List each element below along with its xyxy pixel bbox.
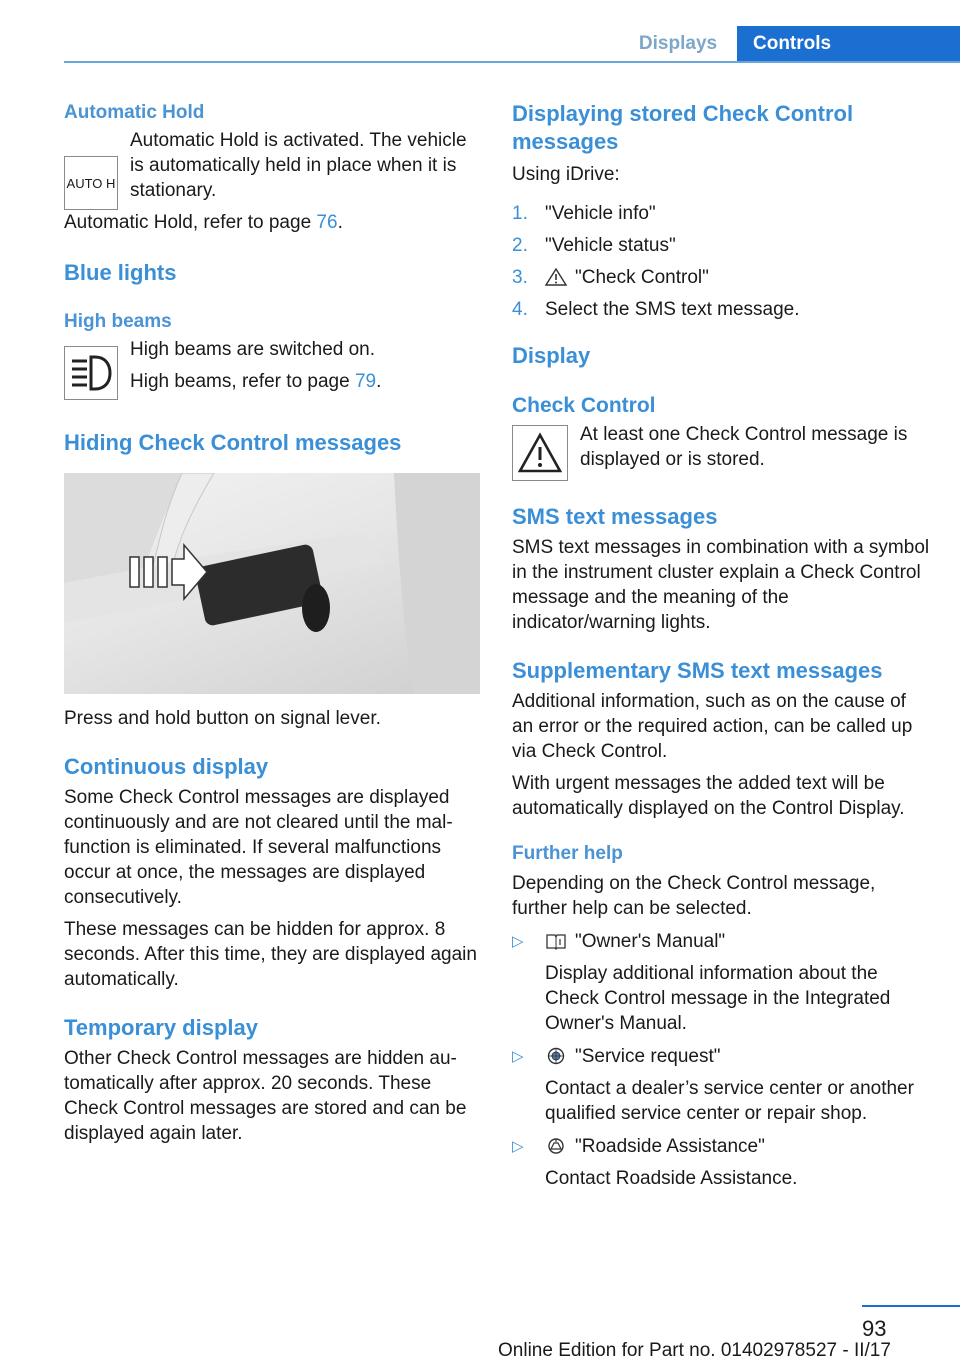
hiding-caption: Press and hold button on signal lever. <box>64 708 381 729</box>
further-help-list <box>512 929 932 1191</box>
signal-lever-illustration <box>64 473 480 694</box>
owners-manual-option[interactable] <box>545 929 932 954</box>
bullet-marker: ▷ <box>512 1048 524 1065</box>
stored-heading: Displaying stored Check Control messages <box>512 101 854 154</box>
sms-heading: SMS text messages <box>512 504 718 529</box>
automatic-hold-heading: Automatic Hold <box>64 102 205 123</box>
option-desc: Contact Roadside Assistance. <box>545 1168 798 1189</box>
blue-lights-heading: Blue lights <box>64 260 177 285</box>
temporary-heading: Temporary display <box>64 1015 258 1040</box>
left-column <box>64 100 482 1153</box>
step-text: "Vehicle status" <box>545 235 676 256</box>
continuous-p2: These messages can be hidden for approx. 8 seconds. After this time, they are displayed again automatically. <box>64 919 477 990</box>
temporary-p1: Other Check Control messages are hidden automatically after approx. 20 seconds. These Check Control messages are stored and can be displayed again later. <box>64 1048 467 1144</box>
right-column <box>512 100 932 1199</box>
step-text: "Check Control" <box>575 267 709 288</box>
header-rule <box>64 61 960 63</box>
further-heading: Further help <box>512 843 623 864</box>
supp-p2: With urgent messages the added text will be automatically displayed on the Control Display. <box>512 773 905 819</box>
high-beams-ref-suffix: . <box>376 371 382 392</box>
roadside-assistance-icon <box>545 1137 567 1155</box>
warning-triangle-large-icon <box>517 432 563 474</box>
automatic-hold-ref-text: Automatic Hold, refer to page <box>64 212 317 233</box>
supp-heading: Supplementary SMS text messages <box>512 658 883 683</box>
continuous-p1: Some Check Control messages are displayed continuously and are not cleared until the malfunction is eliminated. If several malfunctions occur at once, the messages are displayed consecutively. <box>64 787 453 908</box>
automatic-hold-desc: Automatic Hold is activated. The vehicle is automatically held in place when it is stationary. <box>130 130 467 201</box>
high-beams-row <box>64 337 482 401</box>
step-content <box>545 265 709 290</box>
further-help-item <box>512 1044 932 1126</box>
option-label: "Roadside Assistance" <box>575 1136 765 1157</box>
high-beams-desc: High beams are switched on. <box>130 339 376 360</box>
high-beams-ref <box>130 369 482 394</box>
roadside-assistance-option[interactable] <box>545 1134 797 1159</box>
stored-steps <box>512 201 932 322</box>
auto-hold-icon-label: AUTO H <box>66 175 116 191</box>
display-heading: Display <box>512 343 591 368</box>
further-help-item <box>512 929 932 1036</box>
further-help-item <box>512 1134 932 1191</box>
automatic-hold-ref-suffix: . <box>337 212 343 233</box>
further-intro: Depending on the Check Control message, further help can be selected. <box>512 873 876 919</box>
step-text: "Vehicle info" <box>545 203 656 224</box>
service-request-option[interactable] <box>545 1044 932 1069</box>
high-beams-page-link[interactable]: 79 <box>354 371 377 392</box>
automatic-hold-page-link[interactable]: 76 <box>316 212 338 233</box>
signal-lever-photo <box>64 473 480 694</box>
high-beams-heading: High beams <box>64 311 172 332</box>
continuous-heading: Continuous display <box>64 754 269 779</box>
bullet-marker: ▷ <box>512 933 524 950</box>
option-desc: Contact a dealer’s service center or another qualified service center or repair shop. <box>545 1078 914 1124</box>
supp-p1: Additional information, such as on the cause of an error or the required action, can be called up via Check Control. <box>512 691 913 762</box>
step-number: 3. <box>512 267 528 288</box>
stored-intro: Using iDrive: <box>512 164 620 185</box>
step-item <box>512 265 932 290</box>
automatic-hold-ref <box>64 210 482 235</box>
option-label: "Owner's Manual" <box>575 931 726 952</box>
footer-rule <box>862 1305 960 1307</box>
step-number: 2. <box>512 235 528 256</box>
book-icon <box>545 932 567 950</box>
sms-p1: SMS text messages in combination with a symbol in the instrument cluster explain a Check Control message and the meaning of the indicator/warning lights. <box>512 537 930 633</box>
step-number: 1. <box>512 203 528 224</box>
check-control-row <box>512 422 932 481</box>
high-beam-indicator-icon <box>64 346 118 400</box>
check-control-indicator-icon <box>512 425 568 481</box>
hiding-heading: Hiding Check Control messages <box>64 430 402 455</box>
high-beams-ref-text: High beams, refer to page <box>130 371 355 392</box>
service-request-icon <box>545 1047 567 1065</box>
edition-note: Online Edition for Part no. 01402978527 - II/17 <box>498 1340 891 1361</box>
automatic-hold-row <box>64 128 482 210</box>
warning-triangle-icon <box>545 268 567 286</box>
auto-hold-indicator-icon <box>64 156 118 210</box>
tab-displays[interactable]: Displays <box>638 33 718 54</box>
tab-controls[interactable]: Controls <box>737 26 960 62</box>
option-label: "Service request" <box>575 1046 721 1067</box>
step-item <box>512 233 932 258</box>
step-text: Select the SMS text message. <box>545 299 800 320</box>
step-item <box>512 297 932 322</box>
option-desc: Display additional information about the Check Control message in the Integrated Owner's Manual. <box>545 963 891 1034</box>
page-number: 93 <box>862 1316 887 1341</box>
check-control-heading: Check Control <box>512 394 656 417</box>
bullet-marker: ▷ <box>512 1138 524 1155</box>
high-beam-icon <box>69 353 113 393</box>
check-control-desc: At least one Check Control message is displayed or is stored. <box>580 424 908 470</box>
step-number: 4. <box>512 299 528 320</box>
step-item <box>512 201 932 226</box>
